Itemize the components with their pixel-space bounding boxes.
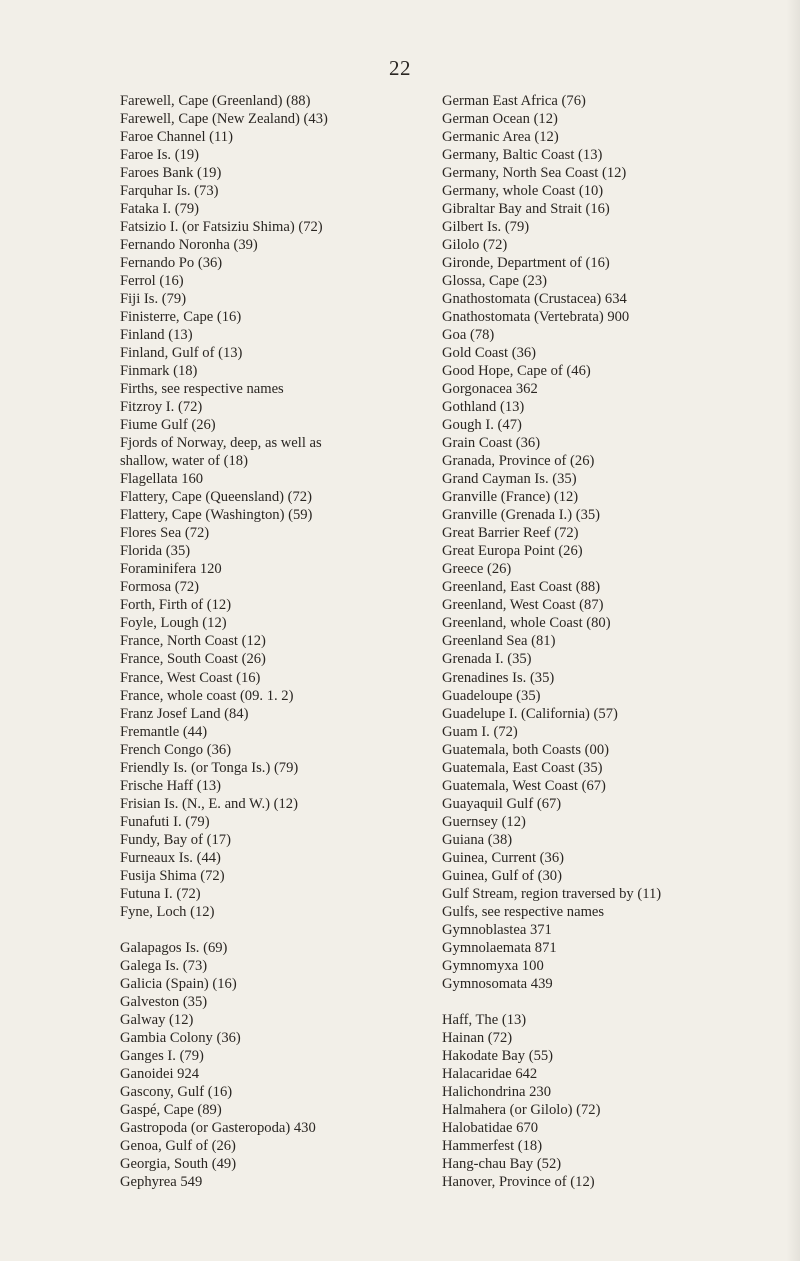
index-entry: Haff, The (13)	[442, 1011, 527, 1028]
index-entry: Gnathostomata (Crustacea) 634	[442, 291, 627, 308]
index-entry: French Congo (36)	[120, 741, 232, 758]
index-entry: Guernsey (12)	[442, 813, 526, 830]
index-entry: Halobatidae 670	[442, 1119, 539, 1136]
index-entry: Friendly Is. (or Tonga Is.) (79)	[120, 759, 299, 776]
index-entry: Ganges I. (79)	[120, 1047, 204, 1064]
index-entry: Gulfs, see respective names	[442, 903, 605, 920]
index-entry: Granville (Grenada I.) (35)	[442, 507, 601, 524]
index-entry: Gothland (13)	[442, 399, 525, 416]
index-entry: Faroes Bank (19)	[120, 165, 222, 182]
index-entry: Frische Haff (13)	[120, 777, 222, 794]
index-entry: Ferrol (16)	[120, 273, 184, 290]
index-entry: Fitzroy I. (72)	[120, 399, 203, 416]
index-entry: Fremantle (44)	[120, 723, 208, 740]
index-entry: Galway (12)	[120, 1011, 194, 1028]
section-gap	[120, 921, 440, 939]
index-entry: Farewell, Cape (Greenland) (88)	[120, 93, 311, 109]
index-entry: Halichondrina 230	[442, 1083, 552, 1100]
index-entry: Fernando Noronha (39)	[120, 237, 258, 254]
section-gap	[442, 993, 780, 1011]
index-entry: Finland, Gulf of (13)	[120, 345, 243, 362]
index-entry: Finisterre, Cape (16)	[120, 309, 242, 326]
index-entry: Galveston (35)	[120, 993, 208, 1010]
index-entry: Flagellata 160	[120, 471, 204, 488]
index-entry: Good Hope, Cape of (46)	[442, 363, 591, 380]
index-entry: Hainan (72)	[442, 1029, 513, 1046]
index-entry: Finmark (18)	[120, 363, 198, 380]
index-entry: Guinea, Gulf of (30)	[442, 867, 562, 884]
index-entry: Galicia (Spain) (16)	[120, 975, 237, 992]
index-entry: Guam I. (72)	[442, 723, 518, 740]
index-entry: Flattery, Cape (Washington) (59)	[120, 507, 313, 524]
index-entry: Great Europa Point (26)	[442, 543, 583, 560]
index-entry: Hanover, Province of (12)	[442, 1173, 595, 1190]
index-entry: Formosa (72)	[120, 579, 200, 596]
index-entry: Granada, Province of (26)	[442, 453, 595, 470]
index-entry: Flattery, Cape (Queensland) (72)	[120, 489, 312, 506]
index-entry: Furneaux Is. (44)	[120, 849, 221, 866]
index-entry: Guadeloupe (35)	[442, 687, 541, 704]
index-entry: Guinea, Current (36)	[442, 849, 564, 866]
index-entry: Halacaridae 642	[442, 1065, 538, 1082]
index-entry: Germanic Area (12)	[442, 129, 559, 146]
index-entry: Georgia, South (49)	[120, 1155, 237, 1172]
index-entry: France, South Coast (26)	[120, 651, 266, 668]
index-entry: Forth, Firth of (12)	[120, 597, 232, 614]
index-entry: Galega Is. (73)	[120, 957, 208, 974]
index-entry: Grand Cayman Is. (35)	[442, 471, 577, 488]
index-entry: Faroe Is. (19)	[120, 147, 200, 164]
index-entry: Germany, whole Coast (10)	[442, 183, 604, 200]
index-entry: Genoa, Gulf of (26)	[120, 1137, 236, 1154]
index-entry: Gymnoblastea 371	[442, 921, 552, 938]
index-entry: Greenland Sea (81)	[442, 633, 556, 650]
index-entry: Firths, see respective names	[120, 381, 284, 398]
index-entry: Glossa, Cape (23)	[442, 273, 547, 290]
index-entry: Futuna I. (72)	[120, 885, 201, 902]
index-entry: Hammerfest (18)	[442, 1137, 543, 1154]
index-entry: Gibraltar Bay and Strait (16)	[442, 201, 610, 218]
index-entry: Fiji Is. (79)	[120, 291, 187, 308]
index-entry: Grenadines Is. (35)	[442, 669, 555, 686]
index-entry: Greenland, whole Coast (80)	[442, 615, 611, 632]
index-entry: Galapagos Is. (69)	[120, 939, 228, 956]
index-entry: Hang-chau Bay (52)	[442, 1155, 562, 1172]
index-entry: Hakodate Bay (55)	[442, 1047, 554, 1064]
index-entry: Fatsizio I. (or Fatsiziu Shima) (72)	[120, 219, 323, 236]
index-entry: Gironde, Department of (16)	[442, 255, 610, 272]
index-entry: Greenland, West Coast (87)	[442, 597, 604, 614]
index-entry: Fernando Po (36)	[120, 255, 223, 272]
index-entry: Goa (78)	[442, 327, 495, 344]
index-entry: German Ocean (12)	[442, 111, 558, 128]
index-entry: Gambia Colony (36)	[120, 1029, 241, 1046]
index-entry: Gorgonacea 362	[442, 381, 538, 398]
index-entry: Faroe Channel (11)	[120, 129, 233, 146]
index-entry: Fyne, Loch (12)	[120, 903, 215, 920]
index-entry: Gaspé, Cape (89)	[120, 1101, 222, 1118]
index-entry: Gymnosomata 439	[442, 975, 553, 992]
index-entry: Gnathostomata (Vertebrata) 900	[442, 309, 630, 326]
index-entry: Gough I. (47)	[442, 417, 522, 434]
index-entry: Farquhar Is. (73)	[120, 183, 219, 200]
index-entry: Fusija Shima (72)	[120, 867, 225, 884]
index-entry: France, West Coast (16)	[120, 669, 261, 686]
index-entry: Gymnolaemata 871	[442, 939, 557, 956]
index-entry: Guatemala, West Coast (67)	[442, 777, 606, 794]
index-entry: Gold Coast (36)	[442, 345, 537, 362]
index-column-right	[442, 92, 780, 1191]
index-entry: Guayaquil Gulf (67)	[442, 795, 562, 812]
index-entry: Gulf Stream, region traversed by (11)	[442, 885, 662, 902]
index-entry: shallow, water of (18)	[120, 453, 248, 470]
index-entry: Farewell, Cape (New Zealand) (43)	[120, 111, 328, 128]
index-entry: German East Africa (76)	[442, 93, 586, 109]
index-entry: Guatemala, both Coasts (00)	[442, 741, 609, 758]
index-entry: Frisian Is. (N., E. and W.) (12)	[120, 795, 298, 812]
index-entry: Greece (26)	[442, 561, 512, 578]
index-entry: Florida (35)	[120, 543, 191, 560]
index-entry: Germany, North Sea Coast (12)	[442, 165, 627, 182]
index-entry: Guiana (38)	[442, 831, 513, 848]
page-edge-shadow	[786, 0, 800, 1261]
index-entry: Franz Josef Land (84)	[120, 705, 249, 722]
index-entry: Gymnomyxa 100	[442, 957, 544, 974]
page-number: 22	[389, 56, 411, 80]
index-entry: Greenland, East Coast (88)	[442, 579, 601, 596]
index-column-left	[120, 92, 440, 1191]
index-entry: Gascony, Gulf (16)	[120, 1083, 233, 1100]
index-entry: Foyle, Lough (12)	[120, 615, 227, 632]
index-entry: Grain Coast (36)	[442, 435, 541, 452]
index-entry: Ganoidei 924	[120, 1065, 200, 1082]
index-entry: Grenada I. (35)	[442, 651, 532, 668]
index-entry: Fundy, Bay of (17)	[120, 831, 231, 848]
index-entry: France, North Coast (12)	[120, 633, 266, 650]
index-entry: Granville (France) (12)	[442, 489, 579, 506]
index-entry: Guatemala, East Coast (35)	[442, 759, 603, 776]
index-entry: Fiume Gulf (26)	[120, 417, 216, 434]
index-entry: Gephyrea 549	[120, 1173, 203, 1190]
index-entry: France, whole coast (09. 1. 2)	[120, 687, 294, 704]
index-entry: Finland (13)	[120, 327, 193, 344]
index-entry: Fjords of Norway, deep, as well as	[120, 435, 322, 452]
index-entry: Gilbert Is. (79)	[442, 219, 530, 236]
index-entry: Great Barrier Reef (72)	[442, 525, 579, 542]
index-entry: Fataka I. (79)	[120, 201, 200, 218]
index-entry: Germany, Baltic Coast (13)	[442, 147, 603, 164]
index-entry: Guadelupe I. (California) (57)	[442, 705, 618, 722]
index-entry: Foraminifera 120	[120, 561, 222, 578]
index-entry: Funafuti I. (79)	[120, 813, 210, 830]
index-entry: Flores Sea (72)	[120, 525, 210, 542]
index-entry: Halmahera (or Gilolo) (72)	[442, 1101, 601, 1118]
index-entry: Gastropoda (or Gasteropoda) 430	[120, 1119, 316, 1136]
index-entry: Gilolo (72)	[442, 237, 508, 254]
